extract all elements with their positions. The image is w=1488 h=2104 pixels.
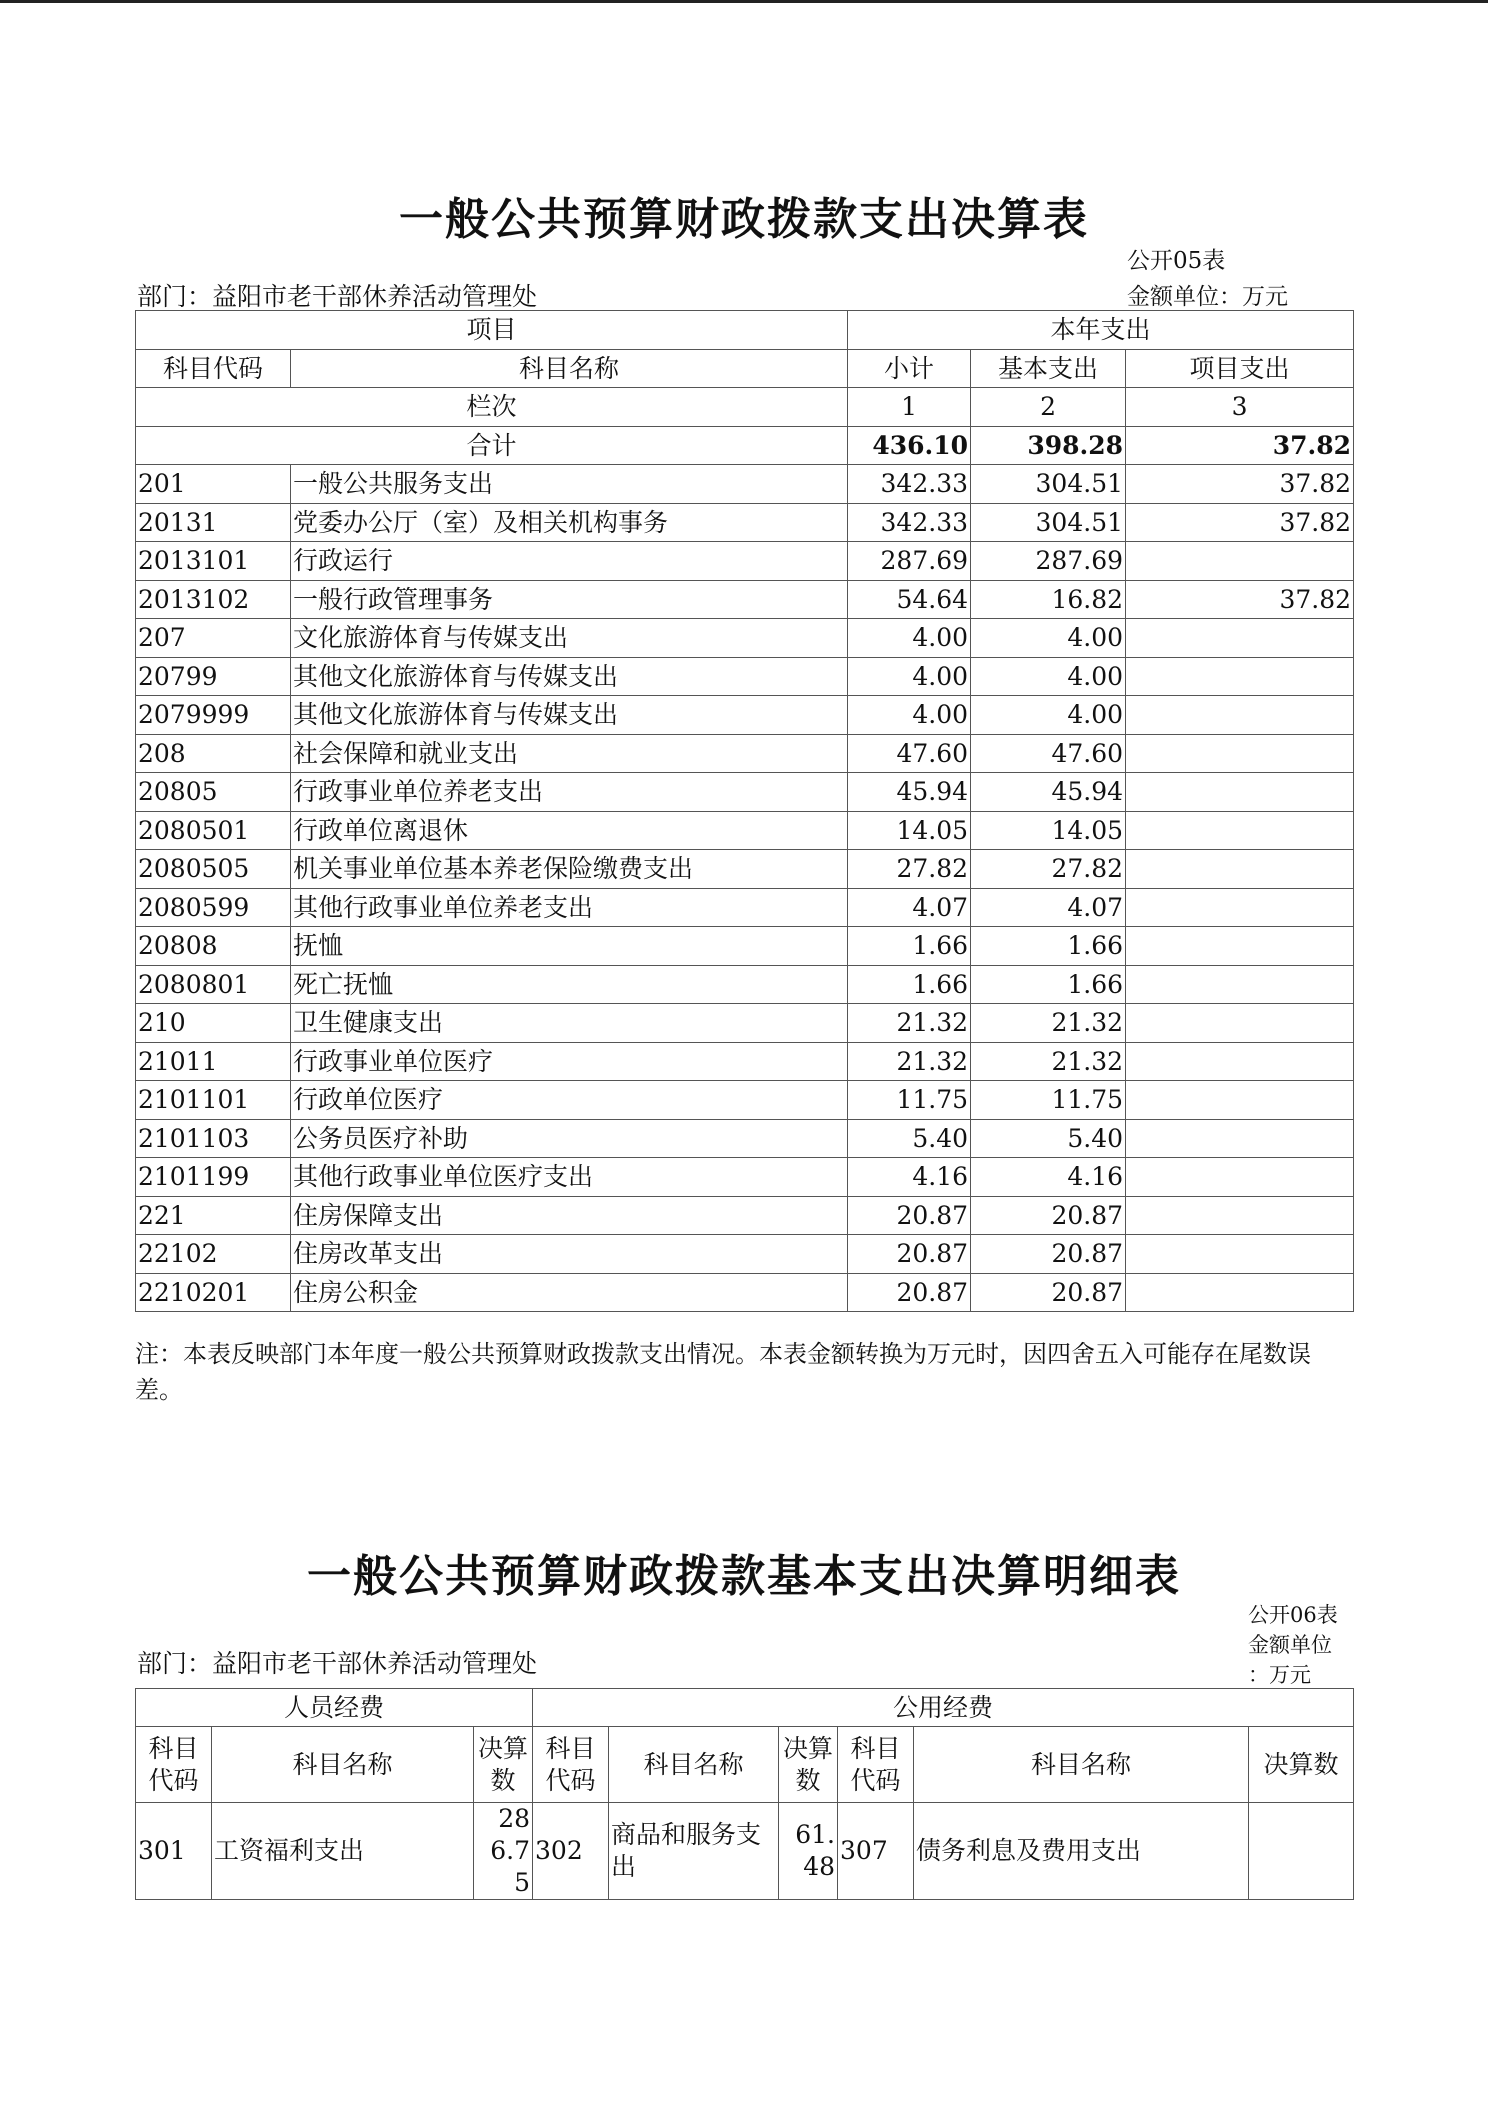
table-row xyxy=(136,850,1354,889)
row-basic: 1.66 xyxy=(971,965,1126,1004)
row-basic: 4.16 xyxy=(971,1158,1126,1197)
row-name: 其他文化旅游体育与传媒支出 xyxy=(291,657,848,696)
table05-note: 注：本表反映部门本年度一般公共预算财政拨款支出情况。本表金额转换为万元时，因四舍五入可能存在尾数误差。 xyxy=(135,1340,1311,1404)
header-project: 项目支出 xyxy=(1126,349,1354,388)
row-basic: 20.87 xyxy=(971,1273,1126,1312)
row-name: 文化旅游体育与传媒支出 xyxy=(291,619,848,658)
row-basic: 21.32 xyxy=(971,1004,1126,1043)
table-row xyxy=(136,1196,1354,1235)
row-project xyxy=(1126,696,1354,735)
col-index-2: 2 xyxy=(971,388,1126,427)
table05-department: 部门：益阳市老干部休养活动管理处 xyxy=(137,282,538,311)
header-personnel: 人员经费 xyxy=(136,1689,533,1727)
p-name: 工资福利支出 xyxy=(212,1803,474,1900)
header-basic: 基本支出 xyxy=(971,349,1126,388)
row-project xyxy=(1126,734,1354,773)
row-name: 行政事业单位医疗 xyxy=(291,1042,848,1081)
row-code: 20799 xyxy=(136,657,291,696)
row-code: 2080599 xyxy=(136,888,291,927)
table-row xyxy=(136,734,1354,773)
row-code: 22102 xyxy=(136,1235,291,1274)
header-subject-name: 科目名称 xyxy=(291,349,848,388)
row-name: 住房公积金 xyxy=(291,1273,848,1312)
row-basic: 27.82 xyxy=(971,850,1126,889)
row-name: 其他文化旅游体育与传媒支出 xyxy=(291,696,848,735)
row-code: 2079999 xyxy=(136,696,291,735)
row-code: 207 xyxy=(136,619,291,658)
row-code: 20808 xyxy=(136,927,291,966)
row-code: 2080501 xyxy=(136,811,291,850)
row-project xyxy=(1126,850,1354,889)
table06-title: 一般公共预算财政拨款基本支出决算明细表 xyxy=(307,1551,1181,1602)
row-subtotal: 45.94 xyxy=(848,773,971,812)
row-subtotal: 342.33 xyxy=(848,465,971,504)
table-row xyxy=(136,619,1354,658)
row-code: 20805 xyxy=(136,773,291,812)
row-code: 201 xyxy=(136,465,291,504)
row-basic: 45.94 xyxy=(971,773,1126,812)
row-subtotal: 342.33 xyxy=(848,503,971,542)
row-project xyxy=(1126,1273,1354,1312)
row-name: 机关事业单位基本养老保险缴费支出 xyxy=(291,850,848,889)
row-basic: 47.60 xyxy=(971,734,1126,773)
row-project xyxy=(1126,1042,1354,1081)
row-subtotal: 21.32 xyxy=(848,1042,971,1081)
row-subtotal: 1.66 xyxy=(848,965,971,1004)
table05-unit: 金额单位：万元 xyxy=(1127,284,1288,310)
row-basic: 304.51 xyxy=(971,503,1126,542)
row-project xyxy=(1126,1196,1354,1235)
table-row xyxy=(136,1042,1354,1081)
row-subtotal: 4.07 xyxy=(848,888,971,927)
table-row xyxy=(136,888,1354,927)
header-g-name: 科目名称 xyxy=(609,1727,779,1803)
table-row xyxy=(136,1158,1354,1197)
row-name: 住房改革支出 xyxy=(291,1235,848,1274)
row-basic: 4.00 xyxy=(971,619,1126,658)
row-project xyxy=(1126,773,1354,812)
table-row xyxy=(136,542,1354,581)
row-name: 行政事业单位养老支出 xyxy=(291,773,848,812)
row-basic: 4.07 xyxy=(971,888,1126,927)
table06-code-label: 公开06表 xyxy=(1248,1603,1338,1627)
row-subtotal: 4.00 xyxy=(848,696,971,735)
p-amount: 286.75 xyxy=(474,1803,533,1900)
g-amount: 61.48 xyxy=(779,1803,838,1900)
row-code: 2080801 xyxy=(136,965,291,1004)
row-project xyxy=(1126,1119,1354,1158)
expenditure-table xyxy=(135,310,1354,1312)
table-row xyxy=(136,927,1354,966)
row-basic: 287.69 xyxy=(971,542,1126,581)
row-project: 37.82 xyxy=(1126,465,1354,504)
row-name: 死亡抚恤 xyxy=(291,965,848,1004)
header-subtotal: 小计 xyxy=(848,349,971,388)
row-subtotal: 11.75 xyxy=(848,1081,971,1120)
header-column-index: 栏次 xyxy=(136,388,848,427)
row-subtotal: 47.60 xyxy=(848,734,971,773)
table-row xyxy=(136,811,1354,850)
row-name: 行政单位医疗 xyxy=(291,1081,848,1120)
row-subtotal: 27.82 xyxy=(848,850,971,889)
row-name: 一般公共服务支出 xyxy=(291,465,848,504)
row-basic: 4.00 xyxy=(971,696,1126,735)
row-code: 210 xyxy=(136,1004,291,1043)
row-project xyxy=(1126,619,1354,658)
d-code: 307 xyxy=(838,1803,914,1900)
row-code: 2013102 xyxy=(136,580,291,619)
row-project xyxy=(1126,811,1354,850)
table05-code-label: 公开05表 xyxy=(1127,248,1226,274)
row-basic: 21.32 xyxy=(971,1042,1126,1081)
row-code: 2013101 xyxy=(136,542,291,581)
table06-department: 部门：益阳市老干部休养活动管理处 xyxy=(137,1649,538,1678)
header-d-code: 科目代码 xyxy=(838,1727,914,1803)
row-project xyxy=(1126,657,1354,696)
row-code: 2101103 xyxy=(136,1119,291,1158)
header-g-code: 科目代码 xyxy=(533,1727,609,1803)
p-code: 301 xyxy=(136,1803,212,1900)
row-subtotal: 21.32 xyxy=(848,1004,971,1043)
row-code: 21011 xyxy=(136,1042,291,1081)
row-name: 其他行政事业单位医疗支出 xyxy=(291,1158,848,1197)
row-subtotal: 20.87 xyxy=(848,1196,971,1235)
g-name: 商品和服务支出 xyxy=(609,1803,779,1900)
total-project: 37.82 xyxy=(1126,426,1354,465)
col-index-3: 3 xyxy=(1126,388,1354,427)
table06-unit-line1: 金额单位 xyxy=(1248,1633,1332,1657)
row-subtotal: 1.66 xyxy=(848,927,971,966)
table-row xyxy=(136,1004,1354,1043)
row-name: 一般行政管理事务 xyxy=(291,580,848,619)
row-subtotal: 14.05 xyxy=(848,811,971,850)
row-basic: 4.00 xyxy=(971,657,1126,696)
row-name: 公务员医疗补助 xyxy=(291,1119,848,1158)
row-project xyxy=(1126,1158,1354,1197)
header-p-amount: 决算数 xyxy=(474,1727,533,1803)
table-row xyxy=(136,965,1354,1004)
row-name: 卫生健康支出 xyxy=(291,1004,848,1043)
row-name: 其他行政事业单位养老支出 xyxy=(291,888,848,927)
row-subtotal: 287.69 xyxy=(848,542,971,581)
table-row xyxy=(136,1081,1354,1120)
row-code: 2210201 xyxy=(136,1273,291,1312)
row-name: 行政单位离退休 xyxy=(291,811,848,850)
total-basic: 398.28 xyxy=(971,426,1126,465)
row-subtotal: 20.87 xyxy=(848,1273,971,1312)
row-project: 37.82 xyxy=(1126,580,1354,619)
row-code: 2101199 xyxy=(136,1158,291,1197)
table-row xyxy=(136,657,1354,696)
row-basic: 16.82 xyxy=(971,580,1126,619)
row-name: 社会保障和就业支出 xyxy=(291,734,848,773)
row-basic: 20.87 xyxy=(971,1196,1126,1235)
row-project xyxy=(1126,1081,1354,1120)
row-basic: 11.75 xyxy=(971,1081,1126,1120)
header-current-year: 本年支出 xyxy=(848,311,1354,350)
row-project xyxy=(1126,542,1354,581)
table-row xyxy=(136,1273,1354,1312)
table-row xyxy=(136,1119,1354,1158)
table-row xyxy=(136,1235,1354,1274)
row-code: 2080505 xyxy=(136,850,291,889)
total-subtotal: 436.10 xyxy=(848,426,971,465)
row-subtotal: 4.16 xyxy=(848,1158,971,1197)
row-basic: 1.66 xyxy=(971,927,1126,966)
table05-title: 一般公共预算财政拨款支出决算表 xyxy=(399,194,1089,245)
header-p-name: 科目名称 xyxy=(212,1727,474,1803)
g-code: 302 xyxy=(533,1803,609,1900)
row-name: 抚恤 xyxy=(291,927,848,966)
col-index-1: 1 xyxy=(848,388,971,427)
header-item: 项目 xyxy=(136,311,848,350)
table-row xyxy=(136,465,1354,504)
row-subtotal: 5.40 xyxy=(848,1119,971,1158)
table-row xyxy=(136,696,1354,735)
header-subject-code: 科目代码 xyxy=(136,349,291,388)
header-p-code: 科目代码 xyxy=(136,1727,212,1803)
header-g-amount: 决算数 xyxy=(779,1727,838,1803)
row-code: 20131 xyxy=(136,503,291,542)
row-subtotal: 54.64 xyxy=(848,580,971,619)
d-amount xyxy=(1249,1803,1354,1900)
row-project xyxy=(1126,1004,1354,1043)
row-name: 党委办公厅（室）及相关机构事务 xyxy=(291,503,848,542)
row-subtotal: 4.00 xyxy=(848,619,971,658)
row-basic: 20.87 xyxy=(971,1235,1126,1274)
row-name: 住房保障支出 xyxy=(291,1196,848,1235)
row-project xyxy=(1126,888,1354,927)
row-project xyxy=(1126,927,1354,966)
row-code: 208 xyxy=(136,734,291,773)
table06-unit-line2: ：万元 xyxy=(1248,1663,1311,1687)
row-basic: 304.51 xyxy=(971,465,1126,504)
row-basic: 14.05 xyxy=(971,811,1126,850)
table-row xyxy=(136,580,1354,619)
row-project: 37.82 xyxy=(1126,503,1354,542)
row-name: 行政运行 xyxy=(291,542,848,581)
row-basic: 5.40 xyxy=(971,1119,1126,1158)
page-top-border xyxy=(0,0,1488,3)
d-name: 债务利息及费用支出 xyxy=(914,1803,1249,1900)
row-project xyxy=(1126,1235,1354,1274)
table-row xyxy=(136,773,1354,812)
row-code: 221 xyxy=(136,1196,291,1235)
header-d-amount: 决算数 xyxy=(1249,1727,1354,1803)
row-subtotal: 20.87 xyxy=(848,1235,971,1274)
total-label: 合计 xyxy=(136,426,848,465)
header-public: 公用经费 xyxy=(533,1689,1354,1727)
basic-expenditure-detail-table xyxy=(135,1688,1354,1900)
table-row xyxy=(136,503,1354,542)
header-d-name: 科目名称 xyxy=(914,1727,1249,1803)
row-code: 2101101 xyxy=(136,1081,291,1120)
row-subtotal: 4.00 xyxy=(848,657,971,696)
row-project xyxy=(1126,965,1354,1004)
